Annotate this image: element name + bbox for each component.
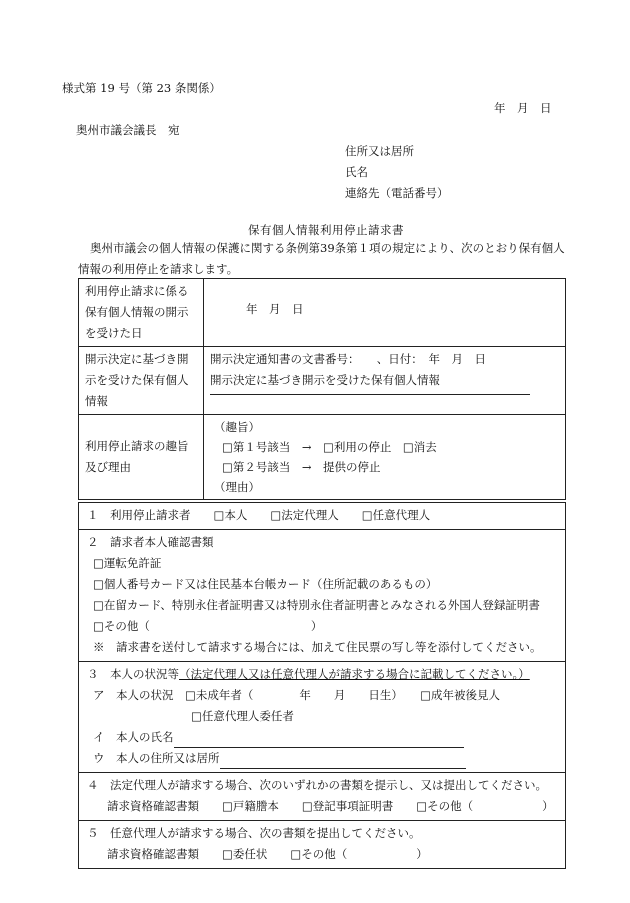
section-4 bbox=[79, 773, 565, 821]
address-label: 住所又は居所 bbox=[345, 144, 414, 158]
principal-status-title bbox=[87, 664, 557, 685]
reason-label: （理由） bbox=[214, 480, 260, 494]
purpose-reason-cell bbox=[204, 415, 566, 500]
form-title: 保有個人情報利用停止請求書 bbox=[248, 223, 404, 237]
voluntary-rep-docs-title: ５ 任意代理人が請求する場合、次の書類を提出してください。 bbox=[87, 826, 421, 840]
section-5 bbox=[79, 821, 565, 868]
disclosure-date-label: 利用停止請求に係る保有個人情報の開示を受けた日 bbox=[79, 279, 204, 347]
disclosed-info-cell bbox=[204, 347, 566, 415]
principal-address-row bbox=[87, 748, 557, 769]
id-doc-item[interactable]: □その他（ ） bbox=[93, 619, 323, 633]
intro-paragraph: 奥州市議会の個人情報の保護に関する条例第39条第１項の規定により、次のとおり保有個人情報の利用停止を請求します。 bbox=[78, 241, 565, 276]
purpose-reason-label: 利用停止請求の趣旨及び理由 bbox=[79, 415, 204, 500]
date-line: 年 月 日 bbox=[494, 101, 552, 115]
voluntary-rep-docs-items[interactable]: 請求資格確認書類 □委任状 □その他（ ） bbox=[107, 847, 428, 861]
requester-type-row[interactable]: １ 利用停止請求者 □本人 □法定代理人 □任意代理人 bbox=[87, 508, 431, 522]
section-1 bbox=[79, 503, 565, 530]
id-doc-item[interactable]: □個人番号カード又は住民基本台帳カード（住所記載のあるもの） bbox=[93, 577, 438, 591]
addressee: 奥州市議会議長 宛 bbox=[76, 123, 180, 137]
id-doc-item[interactable]: □運転免許証 bbox=[93, 556, 162, 570]
principal-name-row bbox=[87, 727, 557, 748]
requester-info-box bbox=[78, 502, 566, 869]
principal-name-label: イ 本人の氏名 bbox=[93, 730, 174, 744]
disclosed-info-label: 開示決定に基づき開示を受けた保有個人情報 bbox=[79, 347, 204, 415]
option-item-2[interactable]: □第２号該当 → 提供の停止 bbox=[222, 460, 381, 474]
voluntary-principal-option[interactable]: □任意代理人委任者 bbox=[191, 709, 294, 723]
legal-rep-docs-title: ４ 法定代理人が請求する場合、次のいずれかの書類を提示し、又は提出してください。 bbox=[87, 778, 547, 792]
principal-status-note: （法定代理人又は任意代理人が請求する場合に記載してください。） bbox=[179, 667, 530, 681]
principal-status-heading: ３ 本人の状況等 bbox=[87, 667, 179, 681]
section-2 bbox=[79, 530, 565, 662]
id-doc-item[interactable]: □在留カード、特別永住者証明書又は特別永住者証明書とみなされる外国人登録証明書 bbox=[93, 598, 540, 612]
principal-status-row[interactable]: ア 本人の状況 □未成年者（ 年 月 日生） □成年被後見人 bbox=[93, 688, 500, 702]
option-item-1[interactable]: □第１号該当 → □利用の停止 □消去 bbox=[222, 440, 437, 454]
id-doc-note: ※ 請求書を送付して請求する場合には、加えて住民票の写し等を添付してください。 bbox=[93, 640, 542, 654]
notice-number-line: 開示決定通知書の文書番号： 、日付： 年 月 日 bbox=[210, 352, 486, 366]
disclosed-info-line: 開示決定に基づき開示を受けた保有個人情報 bbox=[210, 373, 440, 387]
gist-label: （趣旨） bbox=[214, 420, 260, 434]
form-number: 様式第 19 号（第 23 条関係） bbox=[62, 81, 221, 95]
section-3 bbox=[79, 662, 565, 773]
disclosed-info-underline bbox=[210, 391, 530, 395]
principal-address-label: ウ 本人の住所又は居所 bbox=[93, 751, 220, 765]
legal-rep-docs-items[interactable]: 請求資格確認書類 □戸籍謄本 □登記事項証明書 □その他（ ） bbox=[107, 799, 554, 813]
principal-address-field[interactable] bbox=[220, 768, 466, 769]
name-label: 氏名 bbox=[345, 165, 368, 179]
id-documents-title: ２ 請求者本人確認書類 bbox=[87, 535, 214, 549]
disclosure-date-value: 年 月 日 bbox=[204, 279, 566, 347]
contact-label: 連絡先（電話番号） bbox=[345, 186, 449, 200]
request-table bbox=[78, 278, 566, 500]
